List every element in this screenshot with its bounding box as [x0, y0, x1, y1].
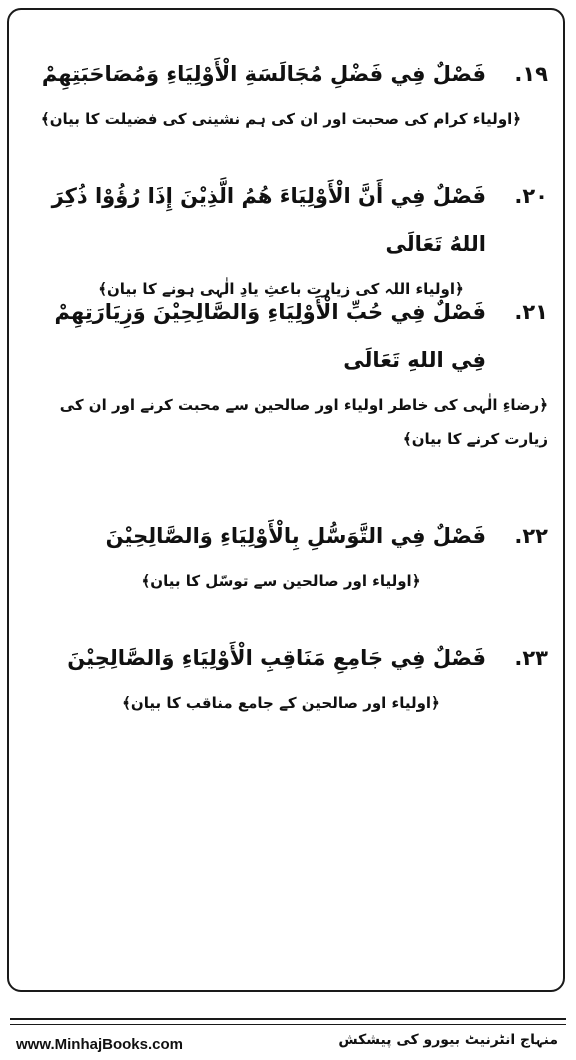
section-description-urdu: ﴿اولیاء کرام کی صحبت اور ان کی ہم نشینی کی فضیلت کا بیان﴾: [40, 110, 522, 128]
section-title-arabic-continued: فِي اللهِ تَعَالَى: [343, 348, 486, 372]
section-23: [14, 634, 548, 720]
section-number: ٢٣.: [514, 646, 548, 670]
section-title-arabic: فَصْلٌ فِي فَضْلِ مُجَالَسَةِ الْأَوْلِيَاءِ وَمُصَاحَبَتِهِمْ: [41, 62, 486, 86]
section-description-urdu: ﴿اولیاء اور صالحین کے جامع مناقب کا بیان﴾: [122, 694, 440, 712]
section-21: [14, 288, 548, 456]
section-20: [14, 172, 548, 306]
footer-divider-thin: [10, 1024, 566, 1025]
section-description-urdu: ﴿رضاءِ الٰہی کی خاطر اولیاء اور صالحین سے محبت کرنے اور ان کی: [59, 396, 548, 414]
section-number: ٢١.: [514, 300, 548, 324]
section-description-urdu: ﴿اولیاء اور صالحین سے توسّل کا بیان﴾: [141, 572, 421, 590]
section-description-urdu: ﴿اولیاء اللہ کی زیارت باعثِ یادِ الٰہی ہونے کا بیان﴾: [98, 280, 464, 298]
section-title-arabic: فَصْلٌ فِي جَامِعِ مَنَاقِبِ الْأَوْلِيَاءِ وَالصَّالِحِيْنَ: [67, 646, 486, 670]
section-title-arabic: فَصْلٌ فِي أَنَّ الْأَوْلِيَاءَ هُمُ الَّذِيْنَ إِذَا رُؤُوْا ذُكِرَ اللهُ تَعَالَى: [51, 184, 486, 256]
footer-divider: [10, 1018, 566, 1020]
section-number: ١٩.: [514, 62, 548, 86]
section-title-arabic: فَصْلٌ فِي التَّوَسُّلِ بِالْأَوْلِيَاءِ وَالصَّالِحِيْنَ: [105, 524, 486, 548]
section-description-urdu-continued: زیارت کرنے کا بیان﴾: [402, 430, 548, 448]
section-19: [14, 50, 548, 136]
page-frame: [7, 8, 565, 992]
footer-website-link[interactable]: www.MinhajBooks.com: [16, 1036, 183, 1053]
section-22: [14, 512, 548, 598]
section-title-arabic: فَصْلٌ فِي حُبِّ الْأَوْلِيَاءِ وَالصَّالِحِيْنَ وَزِيَارَتِهِمْ: [54, 300, 486, 324]
footer-credit: منہاج انٹرنیٹ بیورو کی پیشکش: [338, 1032, 558, 1048]
section-number: ٢٢.: [514, 524, 548, 548]
section-number: ٢٠.: [514, 184, 548, 208]
